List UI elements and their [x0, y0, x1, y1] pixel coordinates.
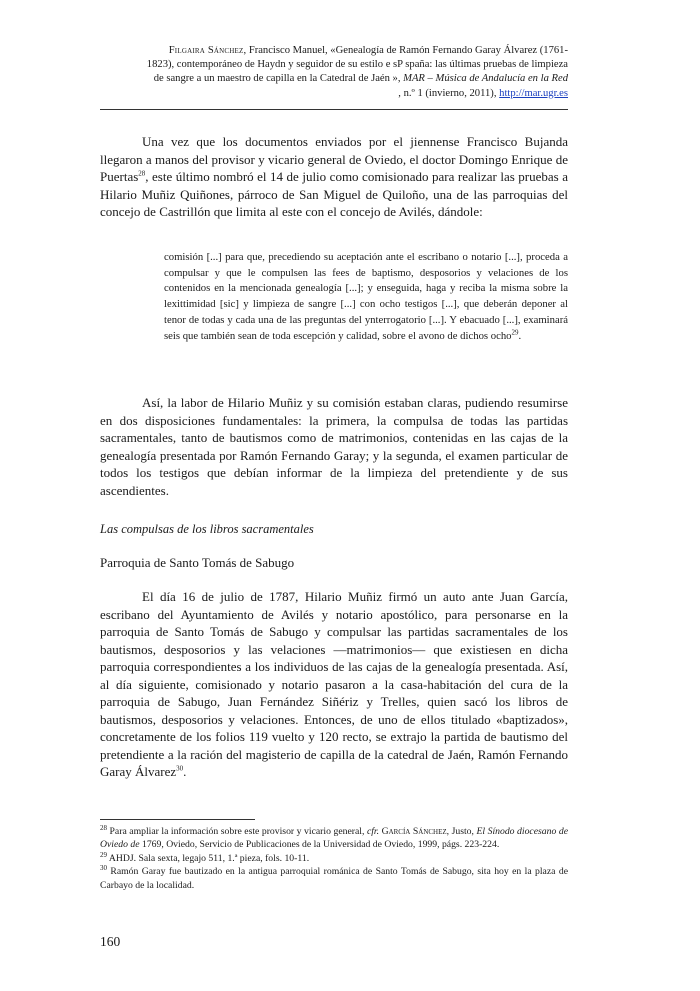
footnote-ref-28[interactable]: 28	[138, 169, 146, 178]
footnote-29-text: AHDJ. Sala sexta, legajo 511, 1.ª pieza, fols. 10-11.	[107, 852, 310, 864]
header-author: Filgaira Sánchez	[168, 45, 244, 56]
footnote-30-text: Ramón Garay fue bautizado en la antigua parroquial románica de Santo Tomás de Sabugo, sita hoy en la plaza de Carbayo de la localidad.	[100, 866, 568, 891]
footnote-29-number: 29	[100, 850, 107, 859]
footnote-28-title: El Sínodo diocesano de Oviedo de	[100, 826, 569, 851]
header-text-1: , Francisco Manuel, «Genealogía de Ramón Fernando Garay Álvarez (1761-	[243, 45, 568, 56]
header-text-2: 1823), contemporáneo de Haydn y seguidor de su estilo e sP spaña: las últimas pruebas de limpieza	[146, 59, 568, 71]
footnote-30-number: 30	[100, 863, 107, 872]
header-url-link[interactable]: http://mar.ugr.es	[499, 87, 568, 99]
paragraph-1-text: Una vez que los documentos enviados por el jiennense Francisco Bujanda llegaron a manos del provisor y vicario general de Oviedo, el doctor Domingo Enrique de Puertas	[100, 134, 568, 184]
block-quote	[164, 250, 568, 344]
paragraph-3-text: El día 16 de julio de 1787, Hilario Muñiz firmó un auto ante Juan García, escribano del Ayuntamiento de Avilés y notario apostólico, para personarse en la parroquia de Santo Tomás de Sabugo y compulsar las partidas sacramentales de los bautismos, desposorios y las velaciones —matrimonios— que existiesen en dicha parroquia correspondientes a los individuos de las cajas de la genealogía presentada. Así, al día siguiente, comisionado y notario pasaron a la casa-habitación del cura de la parroquia de Sabugo, Juan Fernández Siñériz y Trelles, quien sacó los libros de bautismos, desposorios y velaciones. Entonces, de uno de ellos titulado «baptizados», concretamente de los folios 119 vuelto y 120 recto, se extrajo la partida de bautismo del pretendiente a la ración del magisterio de capilla de la catedral de Jaén, Ramón Fernando Garay Álvarez	[100, 589, 568, 779]
paragraph-3	[100, 588, 568, 781]
section-title: Las compulsas de los libros sacramentales	[100, 522, 314, 536]
footnote-ref-30[interactable]: 30	[176, 764, 184, 773]
header-text-3: de sangre a un maestro de capilla en la Catedral de Jaén »,	[153, 73, 404, 85]
running-header	[100, 44, 568, 101]
quote-text: comisión [...] para que, precediendo su aceptación ante el escribano o notario [...], proceda a compulsar y que le compulsen las fees de baptismo, desposorios y velaciones de los contenidos en la mencionada genealogía [...]; y enseguida, haga y reciba la misma sobre la lexittimidad [sic] y limpieza de sangre [...] con ocho testigos [...], que deberán deponer al tenor de todas y cada una de las preguntas del ynterrogatorio [...]. Y ebacuado [...], examinará seis que también sean de toda escepción y calidad, sobre el avono de dichos ocho	[164, 251, 568, 342]
footnote-28-number: 28	[100, 823, 107, 832]
subsection-title: Parroquia de Santo Tomás de Sabugo	[100, 555, 295, 570]
paragraph-1-text-cont: , este último nombró el 14 de julio como comisionado para realizar las pruebas a Hilario Muñiz Quiñones, párroco de San Miguel de Quiloño, una de las parroquias del concejo de Castrillón que limita al este con el concejo de Avilés, dándole:	[100, 169, 568, 219]
footnote-29	[100, 852, 568, 865]
footnote-28-text-b: , Justo,	[446, 826, 477, 837]
header-divider	[100, 109, 568, 110]
page-number: 160	[100, 934, 121, 949]
footnotes	[100, 825, 568, 892]
header-journal: MAR – Música de Andalucía en la Red	[403, 73, 568, 85]
footnote-divider	[100, 819, 255, 820]
quote-end: .	[518, 329, 522, 342]
footnote-28	[100, 825, 568, 852]
footnote-28-text-c: 1769, Oviedo, Servicio de Publicaciones de la Universidad de Oviedo, 1999, págs. 223-224.	[139, 839, 500, 851]
paragraph-2: Así, la labor de Hilario Muñiz y su comisión estaban claras, pudiendo resumirse en dos disposiciones fundamentales: la primera, la compulsa de todas las partidas sacramentales, tanto de bautismos como de matrimonios, contenidas en las cajas de la genealogía presentada por Ramón Fernando Garay; y la segunda, el examen particular de todos los testigos que debían informar de la limpieza del pretendiente y de sus ascendientes.	[100, 395, 568, 498]
footnote-ref-29[interactable]: 29	[511, 327, 519, 336]
header-text-4: , n.º 1 (invierno, 2011),	[398, 87, 500, 99]
footnote-30	[100, 865, 568, 892]
footnote-28-text: Para ampliar la información sobre este provisor y vicario general,	[107, 826, 367, 837]
paragraph-3-end: .	[183, 764, 187, 779]
footnote-28-cfr: cfr.	[366, 826, 380, 837]
paragraph-1	[100, 133, 568, 221]
footnote-28-author: García Sánchez	[379, 826, 447, 837]
